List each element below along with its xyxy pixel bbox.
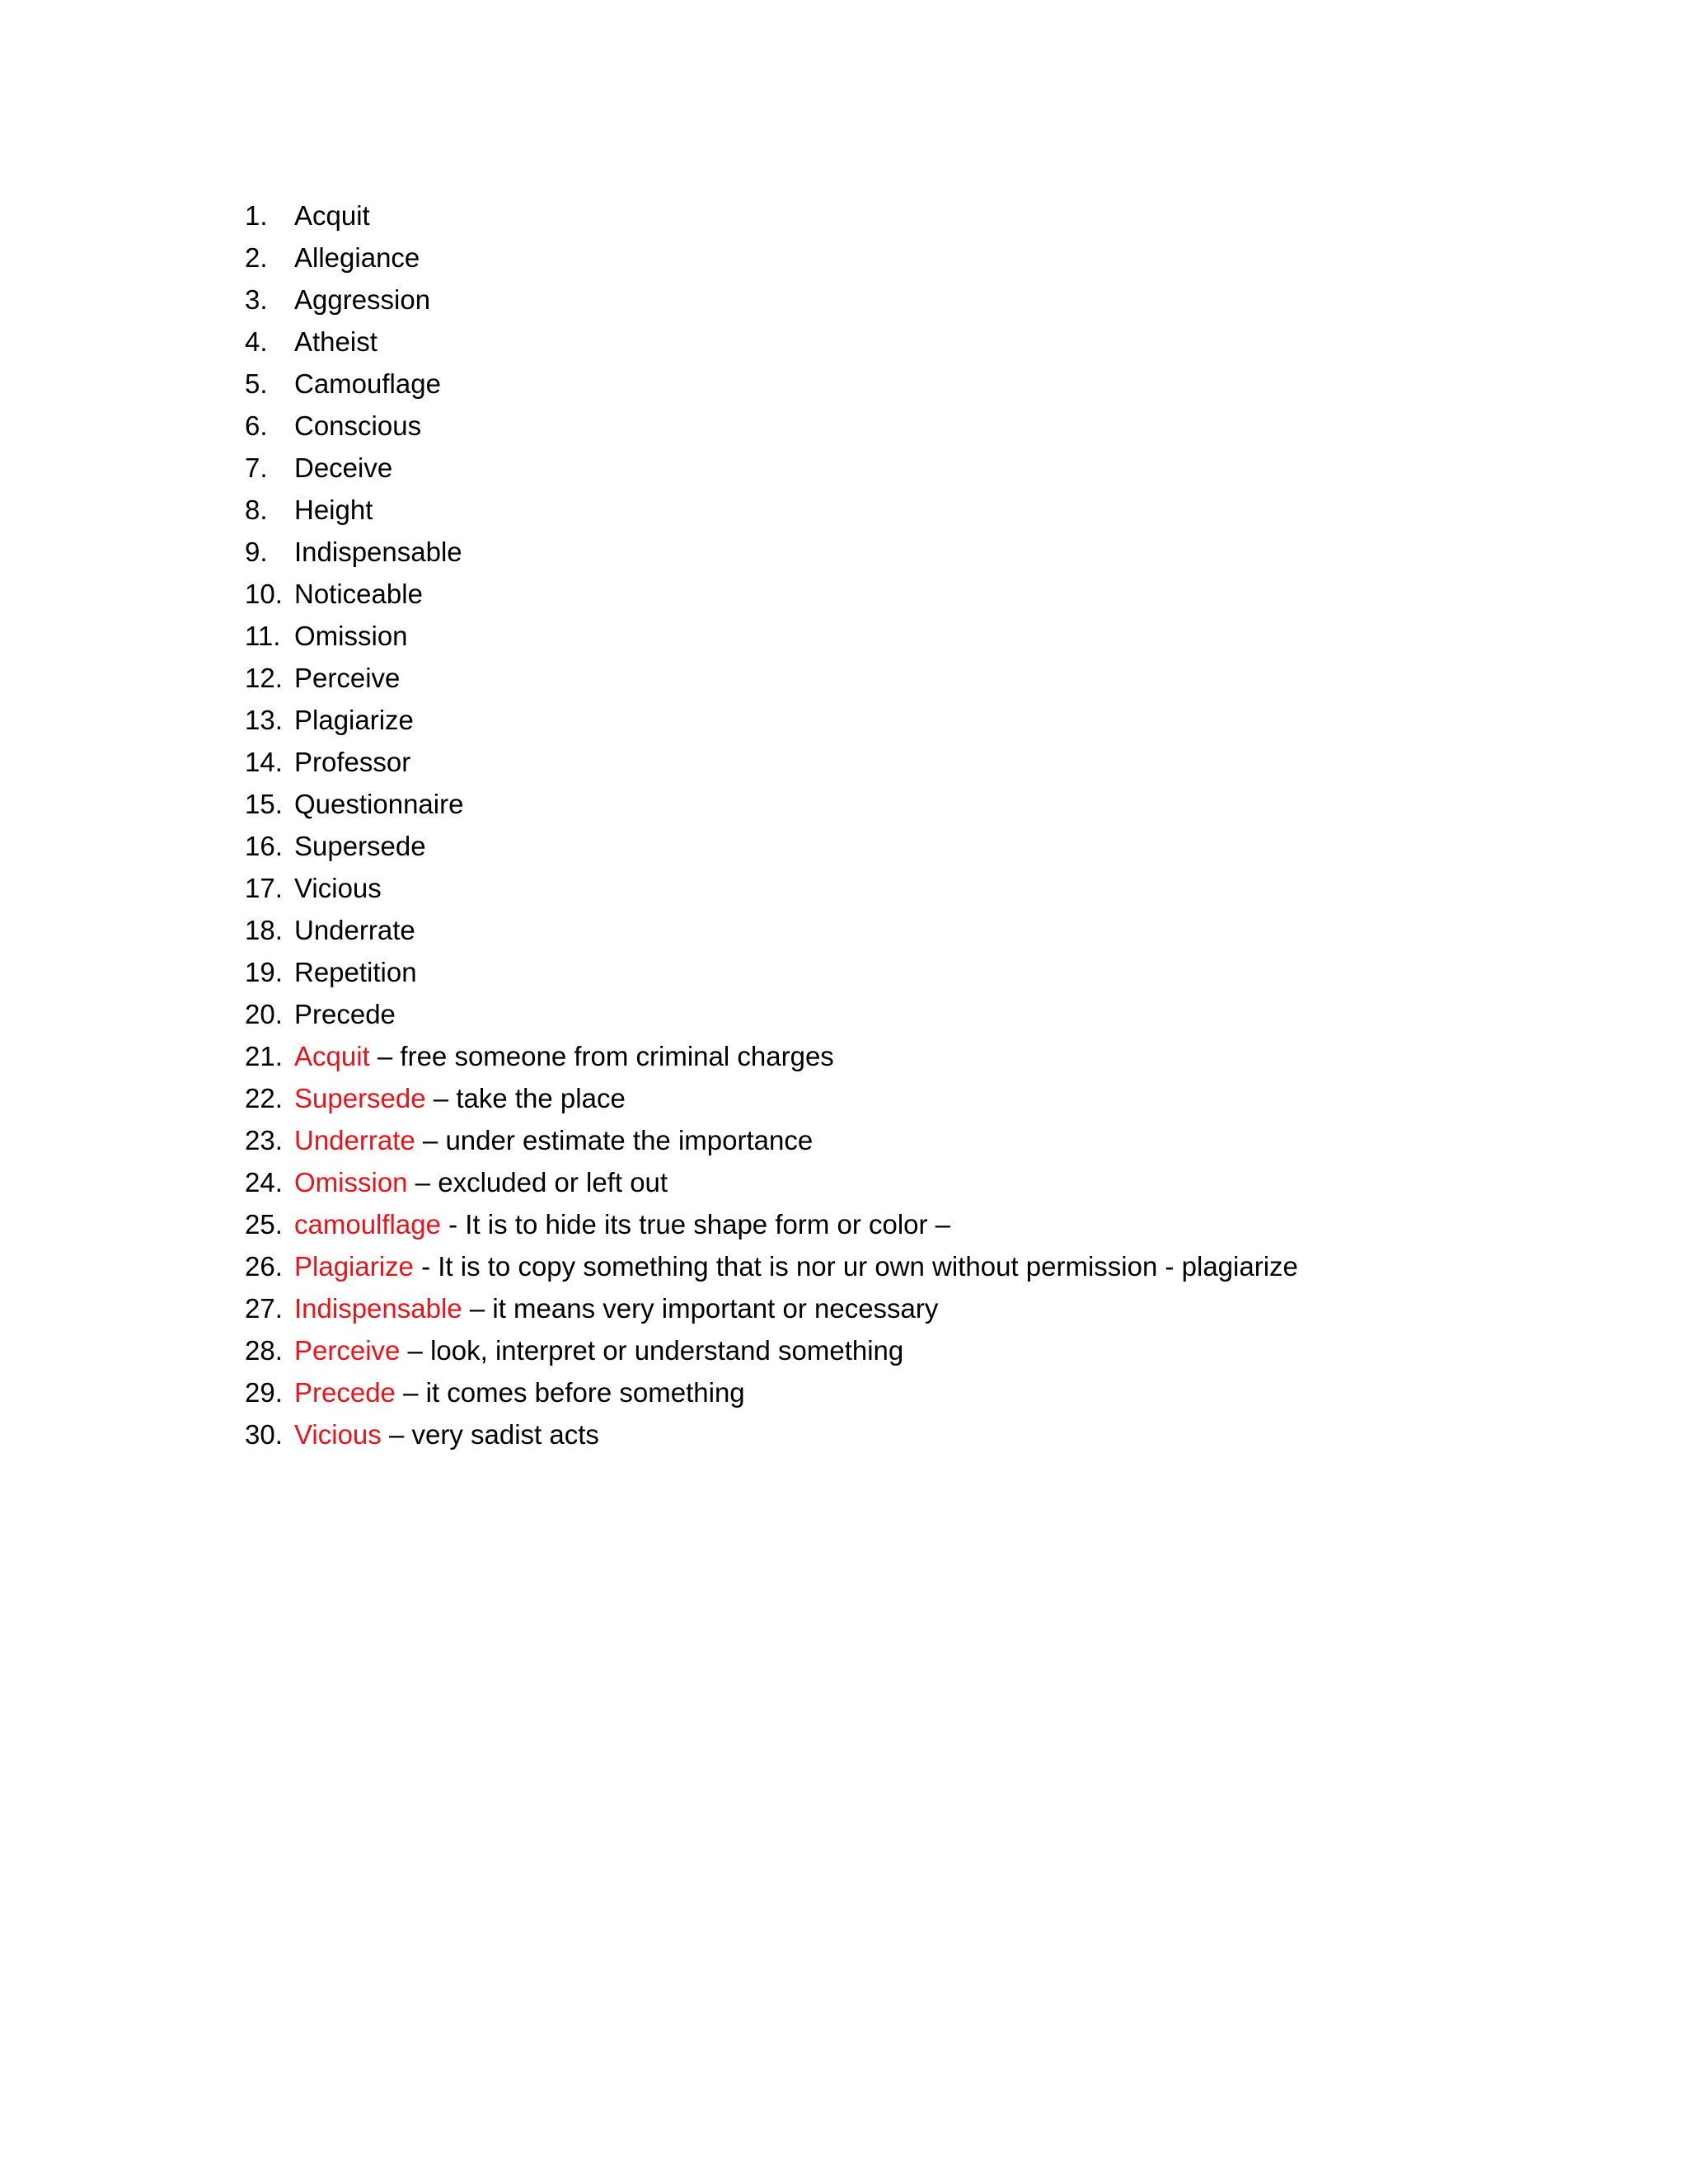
list-item [245, 741, 1298, 783]
item-separator: – [381, 1419, 412, 1450]
item-number: 12. [245, 663, 283, 693]
item-separator: - [440, 1209, 466, 1240]
list-item [245, 1077, 1298, 1119]
item-term: Allegiance [294, 242, 420, 273]
item-term: Acquit [294, 1041, 370, 1071]
item-definition: under estimate the importance [445, 1125, 814, 1155]
list-item [245, 447, 1298, 489]
item-term: Supersede [294, 831, 426, 861]
list-item [245, 1245, 1298, 1287]
list-item [245, 321, 1298, 363]
list-item [245, 489, 1298, 531]
item-number: 28. [245, 1335, 283, 1366]
item-definition: very sadist acts [411, 1419, 599, 1450]
list-item [245, 825, 1298, 867]
vocabulary-list [245, 194, 1298, 1455]
item-term: Omission [294, 621, 408, 651]
list-item [245, 531, 1298, 573]
item-term: Indispensable [294, 1293, 462, 1324]
item-term: Acquit [294, 200, 370, 231]
list-item [245, 363, 1298, 405]
item-term: Height [294, 494, 373, 525]
item-term: Vicious [294, 1419, 382, 1450]
item-number: 11. [245, 621, 281, 651]
item-number: 20. [245, 999, 283, 1029]
list-item [245, 279, 1298, 321]
item-term: Conscious [294, 410, 422, 441]
item-number: 22. [245, 1083, 283, 1113]
item-definition: excluded or left out [438, 1167, 668, 1197]
list-item [245, 993, 1298, 1035]
list-item [245, 1203, 1298, 1245]
item-term: Underrate [294, 915, 415, 945]
item-definition: it means very important or necessary [492, 1293, 939, 1324]
list-item [245, 1329, 1298, 1371]
item-definition: It is to copy something that is nor ur own without permission - plagiarize [438, 1251, 1298, 1282]
item-term: Indispensable [294, 537, 462, 567]
item-term: Plagiarize [294, 705, 414, 735]
item-number: 7. [245, 452, 268, 483]
item-number: 23. [245, 1125, 283, 1155]
list-item [245, 1413, 1298, 1455]
item-number: 29. [245, 1377, 283, 1408]
item-number: 3. [245, 284, 268, 315]
list-item [245, 783, 1298, 825]
item-number: 26. [245, 1251, 283, 1282]
item-definition: It is to hide its true shape form or color – [465, 1209, 951, 1240]
item-number: 25. [245, 1209, 283, 1240]
item-term: Underrate [294, 1125, 415, 1155]
list-item [245, 405, 1298, 447]
item-number: 4. [245, 326, 268, 357]
item-number: 24. [245, 1167, 283, 1197]
item-term: Plagiarize [294, 1251, 414, 1282]
item-definition: free someone from criminal charges [400, 1041, 834, 1071]
list-item [245, 909, 1298, 951]
item-number: 18. [245, 915, 283, 945]
item-term: Aggression [294, 284, 431, 315]
item-term: camoulflage [294, 1209, 441, 1240]
item-term: Perceive [294, 663, 401, 693]
item-term: Omission [294, 1167, 408, 1197]
list-item [245, 657, 1298, 699]
item-number: 13. [245, 705, 283, 735]
item-term: Camouflage [294, 368, 441, 399]
item-number: 16. [245, 831, 283, 861]
item-term: Repetition [294, 957, 417, 987]
item-definition: look, interpret or understand something [430, 1335, 904, 1366]
item-number: 8. [245, 494, 268, 525]
item-separator: – [369, 1041, 401, 1071]
item-number: 21. [245, 1041, 283, 1071]
item-term: Perceive [294, 1335, 401, 1366]
item-separator: – [407, 1167, 438, 1197]
item-number: 30. [245, 1419, 283, 1450]
item-term: Vicious [294, 873, 382, 903]
list-item [245, 615, 1298, 657]
list-item [245, 237, 1298, 279]
list-item [245, 951, 1298, 993]
item-term: Supersede [294, 1083, 426, 1113]
list-item [245, 1035, 1298, 1077]
list-item [245, 1161, 1298, 1203]
item-separator: – [415, 1125, 446, 1155]
item-separator: – [462, 1293, 493, 1324]
item-separator: – [425, 1083, 457, 1113]
item-number: 15. [245, 789, 283, 819]
item-term: Precede [294, 1377, 396, 1408]
item-number: 10. [245, 579, 283, 609]
list-item [245, 699, 1298, 741]
item-separator: – [400, 1335, 431, 1366]
item-number: 2. [245, 242, 268, 273]
item-number: 14. [245, 747, 283, 777]
item-definition: it comes before something [425, 1377, 745, 1408]
item-number: 6. [245, 410, 268, 441]
list-item [245, 1119, 1298, 1161]
item-number: 9. [245, 537, 268, 567]
list-item [245, 194, 1298, 237]
list-item [245, 1371, 1298, 1413]
item-number: 1. [245, 200, 268, 231]
item-separator: - [413, 1251, 438, 1282]
item-term: Professor [294, 747, 411, 777]
item-number: 17. [245, 873, 283, 903]
item-number: 5. [245, 368, 268, 399]
list-item [245, 867, 1298, 909]
item-number: 19. [245, 957, 283, 987]
list-item [245, 573, 1298, 615]
item-term: Deceive [294, 452, 393, 483]
item-definition: take the place [456, 1083, 626, 1113]
item-term: Atheist [294, 326, 377, 357]
item-term: Noticeable [294, 579, 423, 609]
item-number: 27. [245, 1293, 283, 1324]
item-term: Questionnaire [294, 789, 464, 819]
list-item [245, 1287, 1298, 1329]
item-separator: – [395, 1377, 426, 1408]
item-term: Precede [294, 999, 396, 1029]
